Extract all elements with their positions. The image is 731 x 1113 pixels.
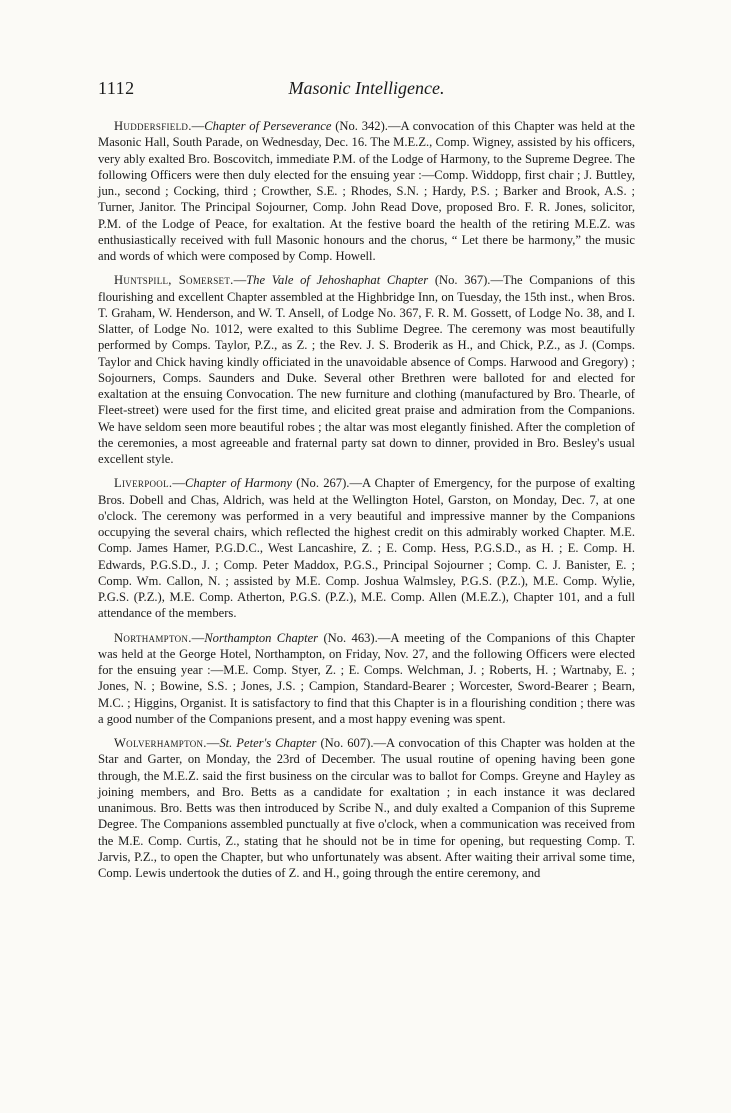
place-name: Liverpool. [114, 476, 173, 491]
article-body [98, 118, 635, 889]
chapter-name: The Vale of Jehoshaphat Chapter [246, 273, 429, 288]
report-liverpool: Liverpool.—Chapter of Harmony (No. 267).—A Chapter of Emergency, for the purpose of exalting Bros. Dobell and Chas, Aldrich, was held at the Wellington Hotel, Garston, on Monday, Dec. 7, at one o'clock. The ceremony was performed in a very beautiful and impressive manner by the Companions occupying the several chairs, which reflected the highest credit on this admirably worked Chapter. M.E. Comp. James Hamer, P.G.D.C., West Lancashire, Z. ; E. Comp. Hess, P.G.S.D., as H. ; E. Comp. H. Edwards, P.G.S.D., J. ; Comp. Peter Maddox, P.G.S., Principal Sojourner ; Comp. C. J. Banister, E. ; Comp. Wm. Callon, N. ; assisted by M.E. Comp. Joshua Walmsley, P.G.S. (P.Z.), M.E. Comp. Wylie, P.G.S. (P.Z.), M.E. Comp. Atherton, P.G.S. (P.Z.), M.E. Comp. Allen (M.E.Z.), Chapter 101, and a full attendance of the members. [98, 476, 635, 621]
report-text: (No. 607).—A convocation of this Chapter was holden at the Star and Garter, on Monday, the 23rd of December. The usual routine of opening having been gone through, the M.E.Z. said the first business on the circular was to ballot for Comps. Greyne and Hayley as joining members, and Bro. Betts as a candidate for exaltation ; in each instance it was declared unanimous. Bro. Betts was then introduced by Scribe N., and duly exalted a Companion of this Supreme Degree. The Companions assembled punctually at five o'clock, when a communication was received from the M.E. Comp. Curtis, Z., stating that he should not be in time for opening, but requesting Comp. T. Jarvis, P.Z., to open the Chapter, but who unfortunately was absent. After waiting their arrival some time, Comp. Lewis undertook the duties of Z. and H., going through the entire ceremony, and [98, 736, 635, 880]
page-header [98, 78, 635, 102]
report-text: (No. 342).—A convocation of this Chapter was held at the Masonic Hall, South Parade, on Wednesday, Dec. 16. The M.E.Z., Comp. Wigney, assisted by his officers, very ably exalted Bro. Boscovitch, immediate P.M. of the Lodge of Harmony, to the Supreme Degree. The following Officers were then duly elected for the ensuing year :—Comp. Widdopp, first chair ; J. Buttley, jun., second ; Cocking, third ; Crowther, S.E. ; Rhodes, S.N. ; Hardy, P.S. ; Barker and Brook, A.S. ; Turner, Janitor. The Principal Sojourner, Comp. John Read Dove, proposed Bro. F. R. Jones, solicitor, P.M. of the Lodge of Peace, for exaltation. At the festive board the health of the retiring M.E.Z. was enthusiastically received with full Masonic honours and the chorus, “ Let there be harmony,” the music and words of which were composed by Comp. Howell. [98, 119, 635, 263]
report-huddersfield: Huddersfield.—Chapter of Perseverance (No. 342).—A convocation of this Chapter was held at the Masonic Hall, South Parade, on Wednesday, Dec. 16. The M.E.Z., Comp. Wigney, assisted by his officers, very ably exalted Bro. Boscovitch, immediate P.M. of the Lodge of Harmony, to the Supreme Degree. The following Officers were then duly elected for the ensuing year :—Comp. Widdopp, first chair ; J. Buttley, jun., second ; Cocking, third ; Crowther, S.E. ; Rhodes, S.N. ; Hardy, P.S. ; Barker and Brook, A.S. ; Turner, Janitor. The Principal Sojourner, Comp. John Read Dove, proposed Bro. F. R. Jones, solicitor, P.M. of the Lodge of Peace, for exaltation. At the festive board the health of the retiring M.E.Z. was enthusiastically received with full Masonic honours and the chorus, “ Let there be harmony,” the music and words of which were composed by Comp. Howell. [98, 119, 635, 263]
report-northampton: Northampton.—Northampton Chapter (No. 463).—A meeting of the Companions of this Chapter was held at the George Hotel, Northampton, on Friday, Nov. 27, and the following Officers were elected for the ensuing year :—M.E. Comp. Styer, Z. ; E. Comps. Welchman, J. ; Roberts, H. ; Wartnaby, E. ; Jones, N. ; Bowine, S.S. ; Jones, J.S. ; Campion, Standard-Bearer ; Worcester, Sword-Bearer ; Bearn, M.C. ; Higgins, Organist. It is satisfactory to find that this Chapter is in a flourishing condition ; there was a good number of the Companions present, and a most happy evening was spent. [98, 630, 635, 726]
chapter-name: Northampton Chapter [204, 630, 319, 645]
report-text: (No. 267).—A Chapter of Emergency, for the purpose of exalting Bros. Dobell and Chas, Aldrich, was held at the Wellington Hotel, Garston, on Monday, Dec. 7, at one o'clock. The ceremony was performed in a very beautiful and impressive manner by the Companions occupying the several chairs, which reflected the highest credit on this admirably worked Chapter. M.E. Comp. James Hamer, P.G.D.C., West Lancashire, Z. ; E. Comp. Hess, P.G.S.D., as H. ; E. Comp. H. Edwards, P.G.S.D., J. ; Comp. Peter Maddox, P.G.S., Principal Sojourner ; Comp. C. J. Banister, E. ; Comp. Wm. Callon, N. ; assisted by M.E. Comp. Joshua Walmsley, P.G.S. (P.Z.), M.E. Comp. Wylie, P.G.S. (P.Z.), M.E. Comp. Atherton, P.G.S. (P.Z.), M.E. Comp. Allen (M.E.Z.), Chapter 101, and a full attendance of the members. [98, 476, 635, 621]
report-text: (No. 367).—The Companions of this flourishing and excellent Chapter assembled at the Highbridge Inn, on Tuesday, the 15th inst., when Bros. T. Graham, W. Henderson, and W. T. Ansell, of Lodge No. 367, F. R. M. Gossett, of Lodge No. 38, and I. Slatter, of Lodge No. 1012, were exalted to this Sublime Degree. The ceremony was most beautifully performed by Comps. Taylor, P.Z., as Z. ; the Rev. J. S. Broderik as H., and Chick, P.Z., as J. (Comps. Taylor and Chick having kindly officiated in the unavoidable absence of Comps. Harwood and Gregory) ; Sojourners, Comps. Saunders and Duke. Several other Brethren were balloted for and elected for exaltation at the ensuing Convocation. The new furniture and clothing (manufactured by Bro. Thearle, of Fleet-street) were used for the first time, and elicited great praise and admiration from the Companions. We have seldom seen more beautiful robes ; the altar was most elegantly finished. After the completion of the ceremonies, a most agreeable and fraternal party sat down to dinner, provided in Bro. Besley's usual excellent style. [98, 273, 635, 466]
chapter-name: St. Peter's Chapter [219, 736, 317, 750]
place-name: Huddersfield. [114, 119, 192, 133]
running-title: Masonic Intelligence. [288, 78, 445, 98]
report-wolverhampton: Wolverhampton.—St. Peter's Chapter (No. 607).—A convocation of this Chapter was holden at the Star and Garter, on Monday, the 23rd of December. The usual routine of opening having been gone through, the M.E.Z. said the first business on the circular was to ballot for Comps. Greyne and Hayley as joining members, and Bro. Betts as a candidate for exaltation ; in each instance it was declared unanimous. Bro. Betts was then introduced by Scribe N., and duly exalted a Companion of this Supreme Degree. The Companions assembled punctually at five o'clock, when a communication was received from the M.E. Comp. Curtis, Z., stating that he should not be in time for opening, but requesting Comp. T. Jarvis, P.Z., to open the Chapter, but who unfortunately was absent. After waiting their arrival some time, Comp. Lewis undertook the duties of Z. and H., going through the entire ceremony, and [98, 736, 635, 880]
place-name: Huntspill, Somerset. [114, 273, 234, 288]
chapter-name: Chapter of Perseverance [204, 119, 332, 133]
place-name: Northampton. [114, 630, 192, 645]
place-name: Wolverhampton. [114, 736, 207, 750]
report-huntspill: Huntspill, Somerset.—The Vale of Jehoshaphat Chapter (No. 367).—The Companions of this flourishing and excellent Chapter assembled at the Highbridge Inn, on Tuesday, the 15th inst., when Bros. T. Graham, W. Henderson, and W. T. Ansell, of Lodge No. 367, F. R. M. Gossett, of Lodge No. 38, and I. Slatter, of Lodge No. 1012, were exalted to this Sublime Degree. The ceremony was most beautifully performed by Comps. Taylor, P.Z., as Z. ; the Rev. J. S. Broderik as H., and Chick, P.Z., as J. (Comps. Taylor and Chick having kindly officiated in the unavoidable absence of Comps. Harwood and Gregory) ; Sojourners, Comps. Saunders and Duke. Several other Brethren were balloted for and elected for exaltation at the ensuing Convocation. The new furniture and clothing (manufactured by Bro. Thearle, of Fleet-street) were used for the first time, and elicited great praise and admiration from the Companions. We have seldom seen more beautiful robes ; the altar was most elegantly finished. After the completion of the ceremonies, a most agreeable and fraternal party sat down to dinner, provided in Bro. Besley's usual excellent style. [98, 273, 635, 466]
chapter-name: Chapter of Harmony [184, 476, 293, 491]
report-text: (No. 463).—A meeting of the Companions of this Chapter was held at the George Hotel, Northampton, on Friday, Nov. 27, and the following Officers were elected for the ensuing year :—M.E. Comp. Styer, Z. ; E. Comps. Welchman, J. ; Roberts, H. ; Wartnaby, E. ; Jones, N. ; Bowine, S.S. ; Jones, J.S. ; Campion, Standard-Bearer ; Worcester, Sword-Bearer ; Bearn, M.C. ; Higgins, Organist. It is satisfactory to find that this Chapter is in a flourishing condition ; there was a good number of the Companions present, and a most happy evening was spent. [98, 630, 635, 726]
page-number: 1112 [98, 78, 135, 98]
